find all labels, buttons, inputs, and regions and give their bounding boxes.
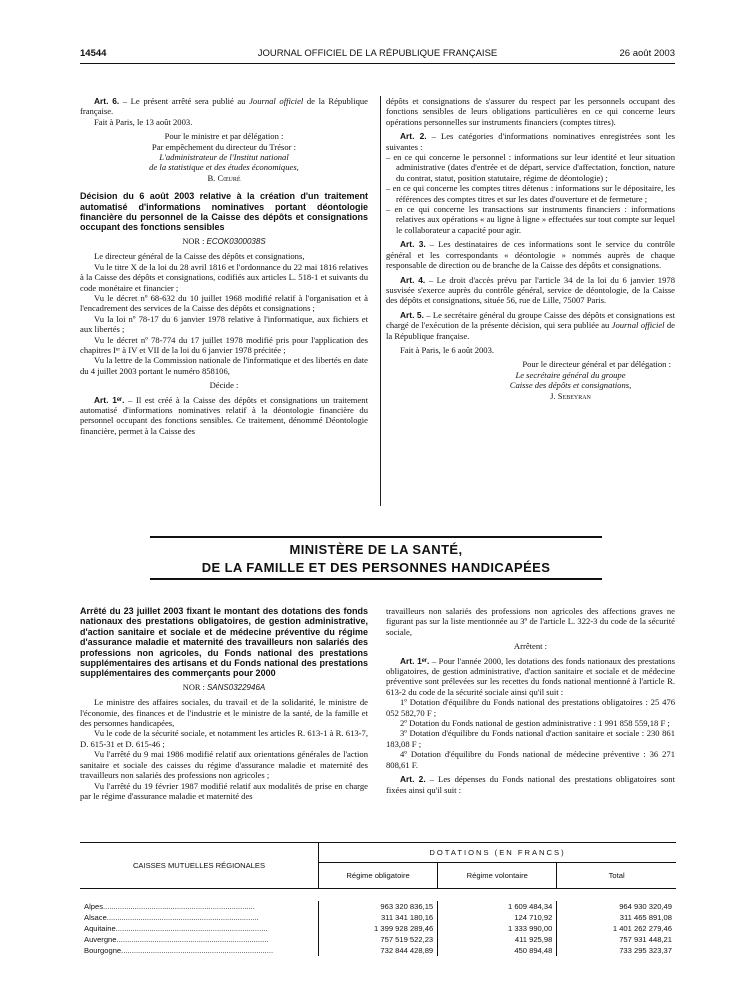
- cell-total: 311 465 891,08: [557, 912, 676, 923]
- dotation-item: 3º Dotation d'équilibre du Fonds national d'action sanitaire et sociale : 230 861 183,08 F ;: [386, 728, 675, 749]
- ministry-heading: [150, 536, 602, 580]
- table-row: Auvergne........................................................................ 757 519 522,23 411 925,98 757 931 448,21: [80, 934, 676, 945]
- article-4: Art. 4. – Le droit d'accès prévu par l'article 34 de la loi du 6 janvier 1978 susvisée s'exerce auprès du contrôle général, service de déontologie, de la Caisse des dépôts et consignations, située 56, rue de Lille, 75007 Paris.: [386, 274, 675, 306]
- cell-total: 757 931 448,21: [557, 934, 676, 945]
- visa: Vu le décret nº 78-774 du 17 juillet 1978 modifié pris pour l'application des chapitres Iᵉʳ à IV et VII de la loi du 6 janvier 1978 précitée ;: [80, 334, 368, 355]
- row-name: Alsace: [84, 912, 107, 922]
- decide-heading: Décide :: [209, 380, 239, 391]
- preamble: Le directeur général de la Caisse des dépôts et consignations,: [94, 251, 305, 262]
- signature-line: de la statistique et des études économiques,: [149, 162, 299, 173]
- right-column-top: [386, 96, 675, 401]
- dotation-item: 1º Dotation d'équilibre du Fonds national des prestations obligatoires : 25 476 052 582,70 F ;: [386, 697, 675, 718]
- cell-vol: 450 894,48: [438, 945, 557, 956]
- cell-vol: 411 925,98: [438, 934, 557, 945]
- dotation-item: 4º Dotation d'équilibre du Fonds national de médecine préventive : 36 271 808,61 F.: [386, 749, 675, 770]
- list-item: – en ce qui concerne les transactions sur instruments financiers : informations relatives aux opérations « au ligne à ligne » effectuées sur tout compte sur lequel le collaborateur a capacité pour agir.: [386, 204, 675, 235]
- row-name: Auvergne: [84, 934, 117, 944]
- journal-title: JOURNAL OFFICIEL DE LA RÉPUBLIQUE FRANÇAISE: [257, 48, 498, 59]
- visa: Vu le titre X de la loi du 28 avril 1816 et l'ordonnance du 22 mai 1816 relatives à la Caisse des dépôts et consignations, codifiés aux articles L. 518-1 et suivants du code monétaire et financier ;: [80, 261, 368, 293]
- column-header-dotations: DOTATIONS (EN FRANCS): [319, 843, 677, 863]
- row-name: Aquitaine: [84, 923, 116, 933]
- decision-title: Décision du 6 août 2003 relative à la création d'un traitement automatisé d'informations nominatives portant déontologie financière du personnel de la Caisse des dépôts et consignations occupant des fonctions sensibles: [80, 191, 368, 233]
- list-item: – en ce qui concerne le personnel : informations sur leur identité et leur situation administrative (dates d'entrée et de départ, service d'affectation, fonction, nature du contrat, statut, position statutaire, régime de déontologie) ;: [386, 152, 675, 183]
- ministry-line-1: MINISTÈRE DE LA SANTÉ,: [289, 542, 463, 557]
- signatory: B. Cœuré: [207, 172, 241, 183]
- cell-vol: 124 710,92: [438, 912, 557, 923]
- row-name: Alpes: [84, 901, 103, 911]
- fait-a-paris: Fait à Paris, le 13 août 2003.: [94, 116, 193, 127]
- cell-oblig: 732 844 428,89: [319, 945, 438, 956]
- table-row: Bourgogne........................................................................ 732 844 428,89 450 894,48 733 295 323,37: [80, 945, 676, 956]
- nor-reference: NOR : ECOK0300038S: [182, 236, 266, 246]
- table-row: Alpes........................................................................ 963 320 836,15 1 609 484,34 964 930 320,49: [80, 901, 676, 912]
- article-6: Art. 6. – Le présent arrêté sera publié au Journal officiel de la République française.: [80, 96, 368, 117]
- signature-line: Le secrétaire général du groupe: [515, 369, 626, 380]
- cell-total: 964 930 320,49: [557, 901, 676, 912]
- visa: Vu l'arrêté du 9 mai 1986 modifié relatif aux orientations générales de l'action sanitaire et sociale des caisses du régime d'assurance maladie et maternité des travailleurs non salariés des professions non agricoles ;: [80, 749, 368, 781]
- ministry-line-2: DE LA FAMILLE ET DES PERSONNES HANDICAPÉES: [201, 560, 551, 575]
- visa: Vu la lettre de la Commission nationale de l'informatique et des libertés en date du 4 juillet 2003 portant le numéro 858106,: [80, 355, 368, 376]
- page-number: 14544: [80, 48, 107, 59]
- article-2: Art. 2. – Les dépenses du Fonds national des prestations obligatoires sont fixées ainsi qu'il suit :: [386, 774, 675, 795]
- article-2: Art. 2. – Les catégories d'informations nominatives enregistrées sont les suivantes :: [386, 131, 675, 152]
- issue-date: 26 août 2003: [619, 48, 675, 59]
- column-header-total: Total: [557, 863, 676, 889]
- article-5: Art. 5. – Le secrétaire général du groupe Caisse des dépôts et consignations est chargé de l'exécution de la présente décision, qui sera publiée au Journal officiel de la République française.: [386, 309, 675, 341]
- right-column-bottom: [386, 606, 675, 795]
- visa: Vu la loi nº 78-17 du 6 janvier 1978 relative à l'informatique, aux fichiers et aux libertés ;: [80, 313, 368, 335]
- dotations-table: [80, 842, 676, 956]
- table-row: Aquitaine........................................................................ 1 399 928 289,46 1 333 990,00 1 401 262 279,46: [80, 923, 676, 934]
- row-name: Bourgogne: [84, 945, 122, 955]
- cell-oblig: 311 341 180,16: [319, 912, 438, 923]
- signatory: J. Sebeyran: [550, 390, 591, 401]
- table-row: Alsace........................................................................ 311 341 180,16 124 710,92 311 465 891,08: [80, 912, 676, 923]
- column-header-regime-volontaire: Régime volontaire: [438, 863, 557, 889]
- fait-a-paris: Fait à Paris, le 6 août 2003.: [400, 344, 495, 355]
- signature-line: Pour le ministre et par délégation :: [164, 131, 284, 142]
- cell-oblig: 963 320 836,15: [319, 901, 438, 912]
- signature-line: Caisse des dépôts et consignations,: [509, 380, 632, 391]
- column-header-caisses: CAISSES MUTUELLES RÉGIONALES: [80, 843, 319, 889]
- cell-vol: 1 609 484,34: [438, 901, 557, 912]
- page-header: [80, 48, 675, 64]
- nor-reference: NOR : SANS0322946A: [182, 682, 266, 692]
- arrete-title: Arrêté du 23 juillet 2003 fixant le montant des dotations des fonds nationaux des prestations obligatoires, de gestion administrative, d'action sanitaire et sociale et de médecine préventive du régime d'assurance maladie et maternité des travailleurs non salariés des professions non agricoles, du Fonds national des prestations supplémentaires des artisans et du Fonds national des prestations supplémentaires des commerçants pour 2000: [80, 606, 368, 679]
- article-1-continued: dépôts et consignations de s'assurer du respect par les personnels occupant des fonctions sensibles de leurs obligations particulières en ce qui concerne leurs opérations personnelles sur instruments financiers (comptes titres).: [386, 96, 675, 127]
- visa: Vu l'arrêté du 19 février 1987 modifié relatif aux modalités de prise en charge par le régime d'assurance maladie et maternité des: [80, 780, 368, 801]
- column-header-regime-obligatoire: Régime obligatoire: [319, 863, 438, 889]
- dotation-item: 2º Dotation du Fonds national de gestion administrative : 1 991 858 559,18 F ;: [400, 718, 670, 729]
- cell-total: 733 295 323,37: [557, 945, 676, 956]
- left-column-bottom: [80, 606, 368, 801]
- category-list: [386, 152, 675, 235]
- table-spacer: [80, 889, 676, 901]
- signature-line: L'administrateur de l'Institut national: [159, 152, 289, 163]
- visa: Vu le décret nº 68-632 du 10 juillet 1968 modifié relatif à l'organisation et à l'encadrement des services de la Caisse des dépôts et consignations ;: [80, 292, 368, 314]
- visa: Vu le code de la sécurité sociale, et notamment les articles R. 613-1 à R. 613-7, D. 615-31 et D. 615-46 ;: [80, 728, 368, 749]
- signature-line: Par empêchement du directeur du Trésor :: [151, 141, 297, 152]
- preamble: Le ministre des affaires sociales, du travail et de la solidarité, le ministre de l'économie, des finances et de l'industrie et le ministre de la santé, de la famille et des personnes handicapées,: [80, 697, 368, 729]
- list-item: – en ce qui concerne les comptes titres détenus : informations sur le dépositaire, les références des comptes titres et sur les dates d'ouverture et de fermeture ;: [386, 183, 675, 204]
- cell-oblig: 1 399 928 289,46: [319, 923, 438, 934]
- cell-oblig: 757 519 522,23: [319, 934, 438, 945]
- cell-vol: 1 333 990,00: [438, 923, 557, 934]
- article-1: Art. 1ᵉʳ. – Il est créé à la Caisse des dépôts et consignations un traitement automatisé d'informations nominatives relatif à la déontologie financière du personnel occupant des fonctions sensibles. Ce traitement, dénommé Déontologie financière, permet à la Caisse des: [80, 394, 368, 436]
- header-rule: [80, 63, 675, 64]
- article-3: Art. 3. – Les destinataires de ces informations sont le service du contrôle général et les correspondants « déontologie » nommés auprès de chaque responsable de direction ou de branche de la Caisse des dépôts et consignations.: [386, 239, 675, 271]
- visa-continued: travailleurs non salariés des professions non agricoles des affections graves ne figurant pas sur la liste mentionnée au 3º de l'article L. 322-3 du code de la sécurité sociale,: [386, 606, 675, 637]
- left-column-top: [80, 96, 368, 436]
- signature-line: Pour le directeur général et par délégation :: [522, 359, 671, 370]
- column-divider: [380, 96, 381, 506]
- arretent-heading: Arrêtent :: [513, 641, 548, 652]
- cell-total: 1 401 262 279,46: [557, 923, 676, 934]
- article-1: Art. 1ᵉʳ. – Pour l'année 2000, les dotations des fonds nationaux des prestations obligatoires, de gestion administrative, d'action sanitaire et sociale et de médecine préventive sont prélevées sur les recettes du fonds national mentionné à l'article R. 613-2 du code de la sécurité sociale ainsi qu'il suit :: [386, 655, 675, 697]
